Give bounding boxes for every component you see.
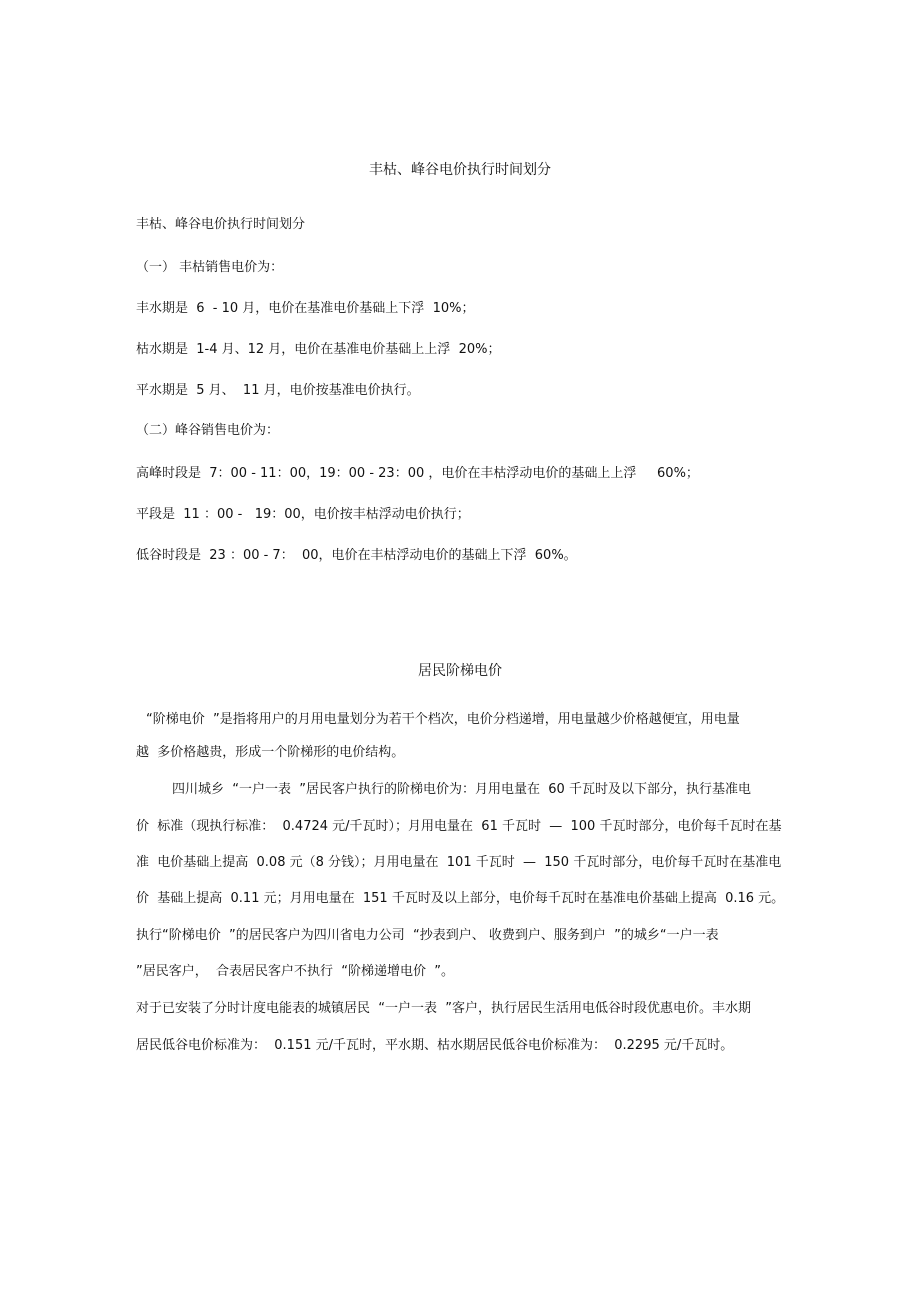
paragraph-eligibility-line1: 执行“阶梯电价 ”的居民客户为四川省电力公司 “抄表到户、 收费到户、服务到户 ”的城乡“一户一表: [136, 928, 719, 943]
normal-season-line: 平水期是 5 月、 11 月，电价按基准电价执行。: [136, 383, 420, 398]
paragraph-valley-discount-line2: 居民低谷电价标准为： 0.151 元/千瓦时，平水期、枯水期居民低谷电价标准为： 0.2295 元/千瓦时。: [136, 1038, 734, 1053]
part2-heading: （二）峰谷销售电价为：: [136, 423, 280, 438]
paragraph-eligibility-line2: ”居民客户， 合表居民客户不执行 “阶梯递增电价 ”。: [136, 964, 454, 979]
flat-period-line: 平段是 11 ：00 - 19：00，电价按丰枯浮动电价执行；: [136, 507, 470, 522]
valley-period-line: 低谷时段是 23 ：00 - 7： 00，电价在丰枯浮动电价的基础上下浮 60%。: [136, 548, 577, 563]
peak-period-line: 高峰时段是 7：00 - 11：00，19：00 - 23：00 ，电价在丰枯浮动电价的基础上上浮 60%；: [136, 466, 699, 481]
paragraph-sichuan-line2: 价 标准（现执行标准： 0.4724 元/千瓦时）；月用电量在 61 千瓦时 — 100 千瓦时部分，电价每千瓦时在基: [136, 819, 782, 834]
part1-heading: （一） 丰枯销售电价为：: [136, 260, 284, 275]
wet-season-line: 丰水期是 6 - 10 月，电价在基准电价基础上下浮 10%；: [136, 301, 475, 316]
dry-season-line: 枯水期是 1-4 月、12 月，电价在基准电价基础上上浮 20%；: [136, 342, 501, 357]
section-title-tiered-pricing: 居民阶梯电价: [418, 663, 502, 679]
paragraph-sichuan-line1: 四川城乡 “一户一表 ”居民客户执行的阶梯电价为：月用电量在 60 千瓦时及以下部分，执行基准电: [172, 782, 751, 797]
paragraph-valley-discount-line1: 对于已安装了分时计度电能表的城镇居民 “一户一表 ”客户，执行居民生活用电低谷时段优惠电价。丰水期: [136, 1001, 751, 1016]
section-title-tou-pricing: 丰枯、峰谷电价执行时间划分: [369, 162, 551, 178]
paragraph-definition-line1: “阶梯电价 ”是指将用户的月用电量划分为若干个档次，电价分档递增，用电量越少价格越便宜，用电量: [146, 712, 740, 727]
paragraph-sichuan-line3: 准 电价基础上提高 0.08 元（8 分钱）；月用电量在 101 千瓦时 — 150 千瓦时部分，电价每千瓦时在基准电: [136, 855, 782, 870]
paragraph-definition-line2: 越 多价格越贵，形成一个阶梯形的电价结构。: [136, 745, 405, 760]
paragraph-sichuan-line4: 价 基础上提高 0.11 元；月用电量在 151 千瓦时及以上部分，电价每千瓦时在基准电价基础上提高 0.16 元。: [136, 891, 785, 906]
section-subtitle: 丰枯、峰谷电价执行时间划分: [136, 217, 306, 232]
